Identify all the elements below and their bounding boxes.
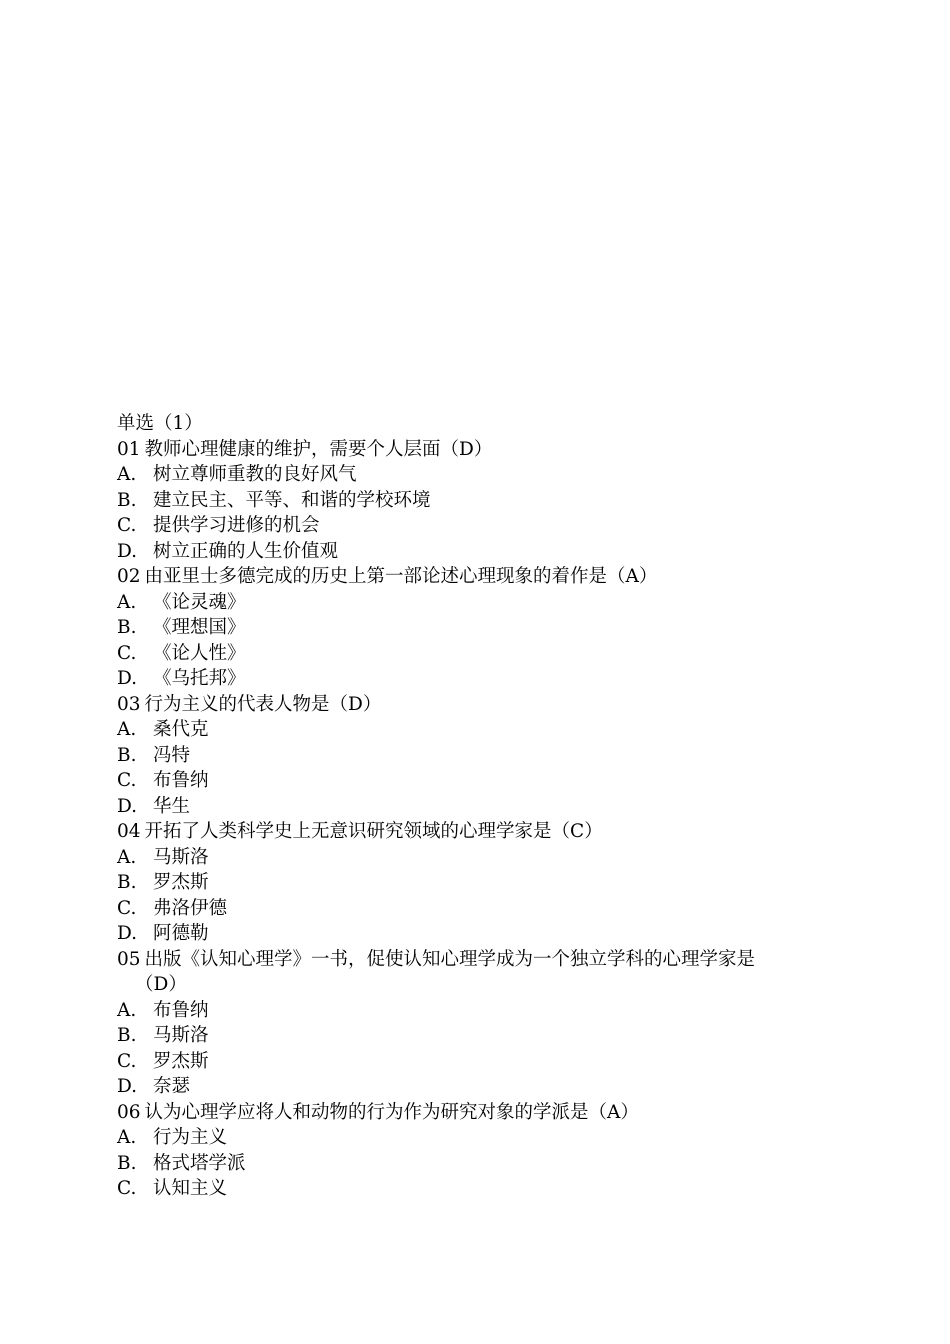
option-text: 《乌托邦》 [153, 668, 246, 689]
option-d [117, 666, 837, 692]
question-answer: （D） [135, 974, 187, 995]
option-text: 奈瑟 [153, 1076, 191, 1097]
option-a [117, 462, 837, 488]
option-c [117, 1176, 837, 1202]
option-a [117, 998, 837, 1024]
option-letter: A. [117, 591, 137, 613]
option-text: 马斯洛 [153, 1025, 209, 1046]
option-c [117, 641, 837, 667]
option-c [117, 513, 837, 539]
option-text: 行为主义 [153, 1127, 228, 1148]
option-c [117, 1049, 837, 1075]
option-c [117, 768, 837, 794]
option-b [117, 488, 837, 514]
option-a [117, 590, 837, 616]
option-letter: C. [117, 515, 137, 536]
option-c [117, 896, 837, 922]
option-d [117, 921, 837, 947]
option-text: 《论人性》 [153, 642, 246, 664]
option-letter: C. [117, 1050, 137, 1072]
option-text: 弗洛伊德 [153, 897, 228, 919]
option-text: 树立正确的人生价值观 [153, 540, 339, 562]
option-letter: A. [117, 999, 137, 1021]
option-text: 冯特 [153, 744, 191, 766]
question-text: 教师心理健康的维护，需要个人层面（D） [144, 438, 493, 460]
question-06 [117, 1100, 837, 1126]
question-03 [117, 692, 837, 718]
option-letter: B. [117, 489, 137, 511]
option-letter: A. [117, 464, 137, 485]
question-02 [117, 564, 837, 590]
option-text: 《论灵魂》 [153, 591, 246, 613]
question-number: 02 [117, 566, 141, 587]
question-number: 06 [117, 1101, 141, 1123]
question-text: 认为心理学应将人和动物的行为作为研究对象的学派是（A） [144, 1101, 639, 1123]
option-letter: A. [117, 719, 137, 740]
question-text: 由亚里士多德完成的历史上第一部论述心理现象的着作是（A） [144, 566, 658, 587]
option-d [117, 1074, 837, 1100]
option-d [117, 794, 837, 820]
option-text: 建立民主、平等、和谐的学校环境 [153, 489, 431, 511]
question-number: 03 [117, 693, 141, 715]
option-letter: C. [117, 1178, 137, 1199]
option-letter: C. [117, 897, 137, 919]
option-text: 树立尊师重教的良好风气 [153, 464, 357, 485]
option-text: 桑代克 [153, 719, 209, 740]
quiz-content [117, 411, 837, 1202]
option-text: 《理想国》 [153, 617, 246, 638]
option-b [117, 1151, 837, 1177]
question-05 [117, 947, 837, 998]
question-number: 01 [117, 438, 141, 460]
question-01 [117, 437, 837, 463]
option-text: 罗杰斯 [153, 1050, 209, 1072]
option-letter: D. [117, 540, 138, 562]
question-text: 行为主义的代表人物是（D） [144, 693, 382, 715]
option-text: 提供学习进修的机会 [153, 515, 320, 536]
option-d [117, 539, 837, 565]
option-letter: C. [117, 770, 137, 791]
option-text: 布鲁纳 [153, 770, 209, 791]
option-text: 阿德勒 [153, 923, 209, 944]
option-letter: D. [117, 923, 138, 944]
option-text: 认知主义 [153, 1178, 228, 1199]
option-b [117, 870, 837, 896]
option-letter: B. [117, 1025, 137, 1046]
option-text: 格式塔学派 [153, 1152, 246, 1174]
option-letter: B. [117, 1152, 137, 1174]
option-a [117, 717, 837, 743]
question-text: 开拓了人类科学史上无意识研究领域的心理学家是（C） [144, 821, 603, 842]
option-letter: B. [117, 744, 137, 766]
option-letter: D. [117, 795, 138, 817]
option-letter: D. [117, 668, 138, 689]
option-letter: B. [117, 872, 137, 893]
option-a [117, 845, 837, 871]
option-text: 华生 [153, 795, 191, 817]
option-b [117, 1023, 837, 1049]
question-number: 04 [117, 821, 141, 842]
option-letter: B. [117, 617, 137, 638]
option-text: 罗杰斯 [153, 872, 209, 893]
section-title: 单选（1） [117, 413, 203, 434]
question-text: 出版《认知心理学》一书，促使认知心理学成为一个独立学科的心理学家是 [144, 948, 756, 970]
option-a [117, 1125, 837, 1151]
option-letter: C. [117, 642, 137, 664]
option-letter: A. [117, 1127, 137, 1148]
option-text: 布鲁纳 [153, 999, 209, 1021]
option-letter: D. [117, 1076, 138, 1097]
question-number: 05 [117, 948, 141, 970]
option-letter: A. [117, 846, 137, 868]
option-text: 马斯洛 [153, 846, 209, 868]
option-b [117, 615, 837, 641]
question-04 [117, 819, 837, 845]
option-b [117, 743, 837, 769]
